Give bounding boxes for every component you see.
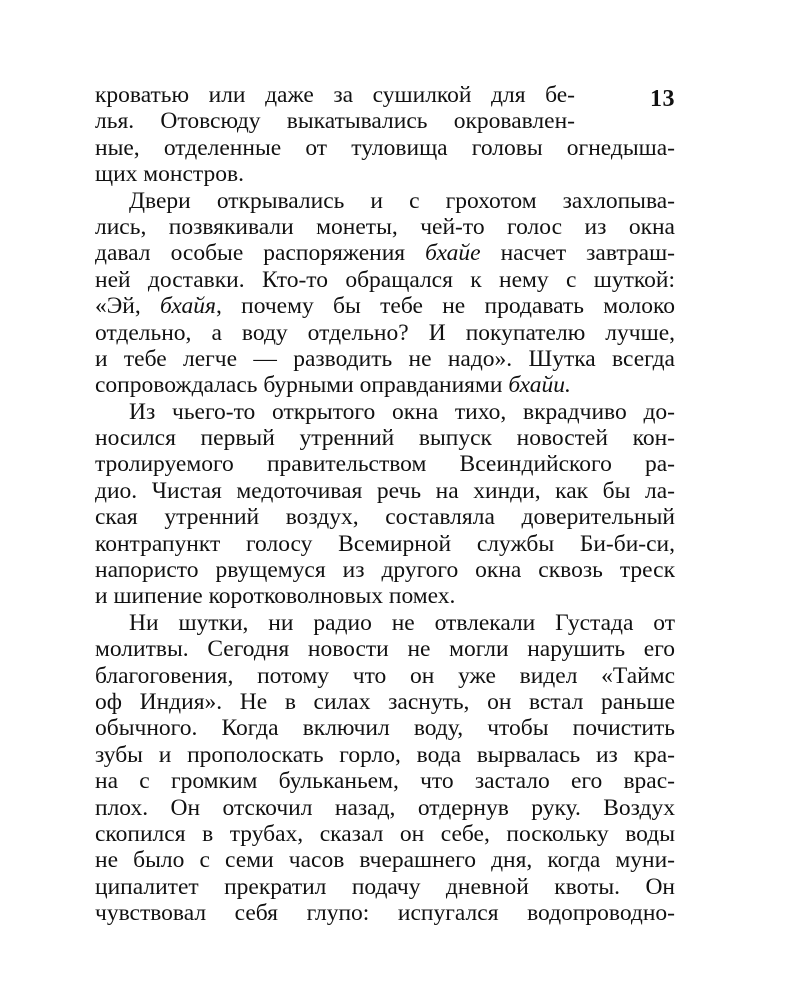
text-line: благоговения, потому что он уже видел «Таймс bbox=[95, 662, 675, 689]
text-line: и шипение коротковолновых помех. bbox=[95, 583, 456, 610]
text-line: ней доставки. Кто-то обращался к нему с шуткой: bbox=[95, 266, 675, 293]
text-line: «Эй, бхайя, почему бы тебе не продавать молоко bbox=[95, 293, 676, 320]
text-line: не было с семи часов вчерашнего дня, когда муни- bbox=[95, 847, 675, 874]
text-line: Ни шутки, ни радио не отвлекали Густада от bbox=[129, 609, 675, 636]
text-line: чувствовал себя глупо: испугался водопроводно- bbox=[95, 900, 675, 927]
page-number: 13 bbox=[650, 86, 675, 112]
body-text bbox=[95, 82, 675, 927]
text-line: ская утренний воздух, составляла доверительный bbox=[95, 504, 675, 531]
text-line: лья. Отовсюду выкатывались окровавлен- bbox=[95, 108, 575, 135]
text-line: отдельно, а воду отдельно? И покупателю лучше, bbox=[95, 319, 675, 346]
text-line: оф Индия». Не в силах заснуть, он встал раньше bbox=[95, 688, 675, 715]
text-line: Из чьего-то открытого окна тихо, вкрадчиво до- bbox=[129, 398, 675, 425]
text-line: Двери открывались и с грохотом захлопыва- bbox=[129, 187, 675, 214]
text-line: и тебе легче — разводить не надо». Шутка всегда bbox=[95, 345, 675, 372]
text-line: дио. Чистая медоточивая речь на хинди, как бы ла- bbox=[95, 477, 675, 504]
text-line: молитвы. Сегодня новости не могли нарушить его bbox=[95, 636, 675, 663]
text-line: сопровождалась бурными оправданиями бхайи. bbox=[95, 372, 571, 399]
text-line: щих монстров. bbox=[95, 161, 244, 188]
text-line: давал особые распоряжения бхайе насчет завтраш- bbox=[95, 240, 675, 267]
text-line: тролируемого правительством Всеиндийского ра- bbox=[95, 451, 675, 478]
text-line: напористо рвущемуся из другого окна сквозь треск bbox=[95, 557, 675, 584]
text-line: на с громким бульканьем, что застало его врас- bbox=[95, 768, 675, 795]
text-line: зубы и прополоскать горло, вода вырвалась из кра- bbox=[95, 741, 675, 768]
italic-word: бхайя bbox=[160, 293, 216, 320]
italic-word: бхайе bbox=[425, 240, 481, 267]
text-line: ные, отделенные от туловища головы огнедыша- bbox=[95, 134, 675, 161]
text-line: плох. Он отскочил назад, отдернув руку. Воздух bbox=[95, 794, 675, 821]
text-line: кроватью или даже за сушилкой для бе- bbox=[95, 82, 575, 108]
text-line: ципалитет прекратил подачу дневной квоты. Он bbox=[95, 873, 675, 900]
italic-word: бхайи. bbox=[508, 372, 571, 399]
text-line: скопился в трубах, сказал он себе, поскольку воды bbox=[95, 820, 675, 847]
text-line: контрапункт голосу Всемирной службы Би-би-си, bbox=[95, 530, 675, 557]
text-line: лись, позвякивали монеты, чей-то голос из окна bbox=[95, 213, 675, 240]
text-line: носился первый утренний выпуск новостей кон- bbox=[95, 425, 675, 452]
text-line: обычного. Когда включил воду, чтобы почистить bbox=[95, 715, 675, 742]
